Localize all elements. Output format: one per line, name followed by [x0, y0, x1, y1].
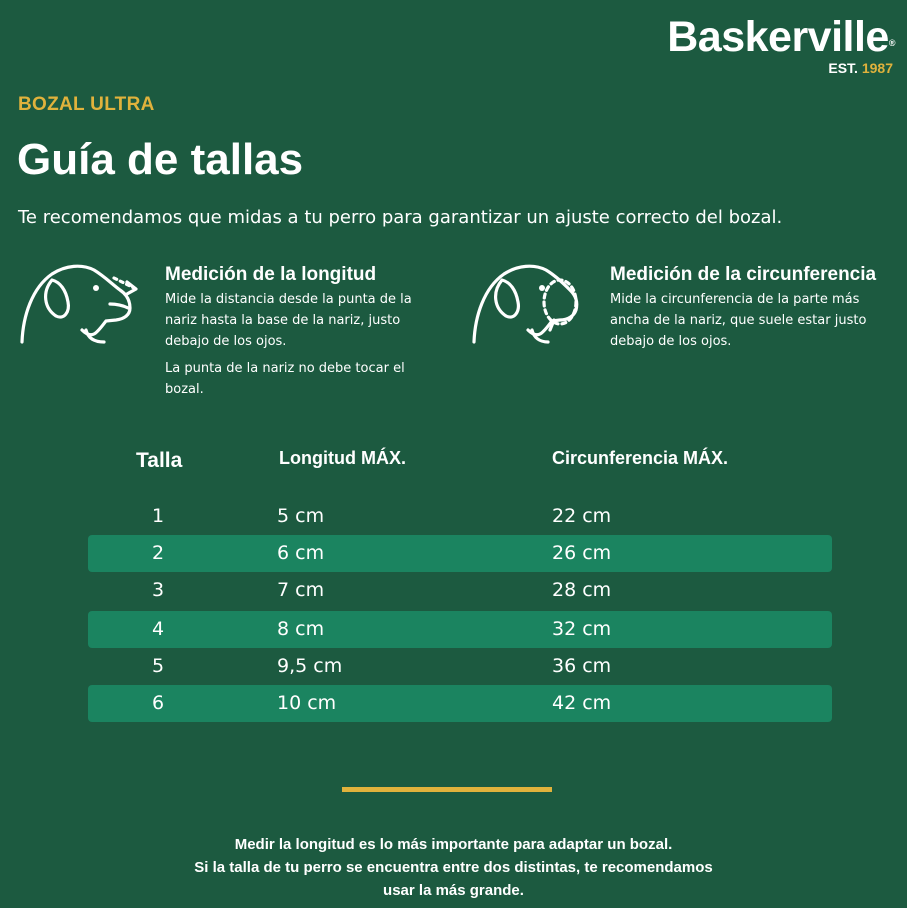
brand-name: [667, 12, 895, 62]
cell-circumference: 22 cm: [552, 505, 612, 527]
dog-head-circumference-icon: [470, 258, 595, 357]
est-label: EST.: [828, 60, 858, 76]
cell-size: 1: [152, 505, 165, 527]
cell-circumference: 36 cm: [552, 655, 612, 677]
cell-circumference: 42 cm: [552, 692, 612, 714]
cell-size: 3: [152, 579, 165, 601]
header-circumference: Circunferencia MÁX.: [552, 448, 729, 468]
cell-length: 5 cm: [277, 505, 325, 527]
table-row: [88, 648, 832, 685]
circumference-measurement-description: [610, 289, 866, 352]
table-header: [88, 440, 832, 498]
cell-length: 7 cm: [277, 579, 325, 601]
circumference-desc-line: debajo de los ojos.: [610, 334, 732, 349]
dog-head-length-icon: [18, 258, 148, 357]
header-talla: Talla: [136, 449, 183, 472]
cell-length: 6 cm: [277, 542, 325, 564]
length-measurement-title: Medición de la longitud: [165, 264, 377, 285]
cell-circumference: 32 cm: [552, 618, 612, 640]
cell-circumference: 28 cm: [552, 579, 612, 601]
table-row: [88, 611, 832, 648]
footer-line: usar la más grande.: [383, 882, 524, 899]
size-table: [88, 440, 832, 722]
cell-size: 4: [152, 618, 165, 640]
length-desc-line: debajo de los ojos.: [165, 334, 287, 349]
page-title: Guía de tallas: [17, 135, 304, 184]
circumference-measurement-title: Medición de la circunferencia: [610, 264, 877, 285]
length-measurement-description: [165, 289, 412, 352]
table-row: [88, 685, 832, 722]
table-row: [88, 498, 832, 535]
footer-note: [0, 833, 907, 902]
registered-mark: ®: [888, 38, 895, 48]
product-eyebrow: BOZAL ULTRA: [18, 94, 155, 115]
length-measurement-note: [165, 358, 405, 400]
brand-name-text: Baskerville: [667, 13, 889, 61]
header-length: Longitud MÁX.: [279, 448, 406, 468]
length-note-line: La punta de la nariz no debe tocar el: [165, 361, 405, 376]
length-note-line: bozal.: [165, 382, 204, 397]
cell-circumference: 26 cm: [552, 542, 612, 564]
est-year: 1987: [861, 60, 893, 76]
brand-established: [667, 60, 895, 76]
circumference-desc-line: ancha de la nariz, que suele estar justo: [610, 313, 867, 328]
cell-length: 10 cm: [277, 692, 337, 714]
circumference-measurement: [470, 258, 900, 368]
accent-divider: [342, 787, 552, 792]
length-desc-line: Mide la distancia desde la punta de la: [165, 292, 412, 307]
cell-length: 8 cm: [277, 618, 325, 640]
cell-size: 5: [152, 655, 165, 677]
footer-line: Si la talla de tu perro se encuentra entre dos distintas, te recomendamos: [194, 859, 713, 876]
cell-length: 9,5 cm: [277, 655, 343, 677]
length-desc-line: nariz hasta la base de la nariz, justo: [165, 313, 401, 328]
table-row: [88, 535, 832, 572]
cell-size: 2: [152, 542, 165, 564]
cell-size: 6: [152, 692, 165, 714]
length-measurement: [18, 258, 448, 408]
brand-logo: [667, 12, 895, 76]
intro-text: Te recomendamos que midas a tu perro para garantizar un ajuste correcto del bozal.: [18, 207, 783, 228]
table-row: [88, 572, 832, 609]
circumference-desc-line: Mide la circunferencia de la parte más: [610, 292, 860, 307]
footer-line: Medir la longitud es lo más importante para adaptar un bozal.: [234, 836, 673, 853]
